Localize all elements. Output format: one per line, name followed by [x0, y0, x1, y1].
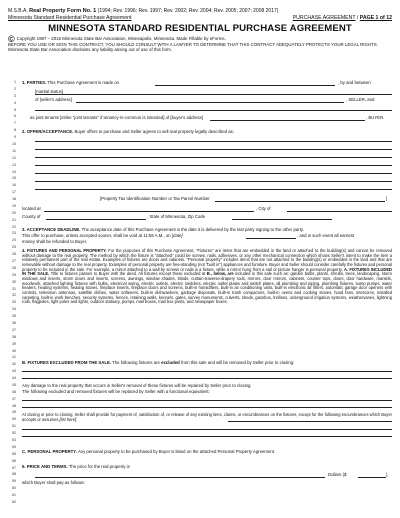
tax-id-label: [Property Tax Identification Number or Tax Parcel Number — [100, 196, 210, 201]
payment-terms-label: which Buyer shall pay as follows: — [22, 480, 85, 485]
line-number: 3 — [14, 93, 16, 98]
legal-description-line-7[interactable] — [35, 189, 392, 190]
city-field[interactable] — [287, 211, 392, 212]
section-3-text-4: money shall be refunded to Buyer. — [22, 239, 88, 244]
joint-tenants-label: as joint tenants [strike "joint tenants" if tenancy-in-common is intended] of [buyer's address] — [30, 115, 203, 120]
line-number: 14 — [12, 169, 16, 174]
line-number: 18 — [12, 197, 16, 202]
line-number: 41 — [12, 355, 16, 360]
page-indicator: PURCHASE AGREEMENT / PAGE 1 of 12 — [292, 15, 392, 21]
section-2-line — [22, 129, 392, 134]
excluded-fixtures-line-2[interactable] — [22, 378, 392, 379]
tax-id-close: ] — [386, 196, 388, 201]
seller-and-text: , SELLER, and — [346, 97, 375, 102]
line-number: 23 — [12, 231, 16, 236]
line-number: 49 — [12, 410, 16, 415]
legal-warning: BEFORE YOU USE OR SIGN THIS CONTRACT, YOU SHOULD CONSULT WITH A LAWYER TO DETERMINE THAT THIS CONTRACT ADEQUATELY PROTECTS YOUR LEGAL RIGHTS. Minnesota State Bar Association disclaims any liability arising out of use of this form. — [8, 42, 378, 52]
section-1-text: This Purchase Agreement is made on — [47, 80, 120, 85]
line-number: 51 — [12, 424, 16, 429]
seller-address-label: of [seller's address] — [35, 97, 72, 102]
section-4c-line — [22, 449, 392, 454]
line-number: 52 — [12, 431, 16, 436]
line-number: 40 — [12, 348, 16, 353]
copyright-block — [8, 36, 396, 52]
line-number: 37 — [12, 327, 16, 332]
deadline-date-hint: [date] — [171, 233, 183, 238]
seller-name-field[interactable] — [35, 94, 392, 95]
section-2-text: Buyer offers to purchase and Seller agrees to sell real property legally described as: — [74, 129, 234, 134]
line-number: 27 — [12, 259, 16, 264]
line-number: 28 — [12, 265, 16, 270]
price-amount-field[interactable] — [358, 477, 386, 478]
line-number: 60 — [12, 486, 16, 491]
section-4-heading: 4. FIXTURES AND PERSONAL PROPERTY. — [22, 248, 107, 253]
buyer-name-field[interactable] — [35, 110, 392, 111]
line-number: 55 — [12, 451, 16, 456]
line-number: 42 — [12, 362, 16, 367]
replaced-text: The following excluded and removed fixtures will be replaced by Seller with a functional equivalent: — [22, 389, 210, 394]
line-number: 44 — [12, 376, 16, 381]
legal-description-line-1[interactable] — [35, 141, 392, 142]
line-number: 32 — [12, 293, 16, 298]
line-number: 4 — [14, 100, 16, 105]
closing-text: At closing or prior to closing, Seller shall provide for payment of, satisfaction of, or release of any existing liens, claims, or encumbrances on the fixtures, except for the following encumbrances which Buyer accepts or assumes — [22, 412, 392, 422]
section-4b-heading: B. FIXTURES EXCLUDED FROM THE SALE. — [22, 360, 112, 365]
list-here-hint: [list here] — [59, 416, 77, 422]
dollars-label: Dollars ($ — [328, 472, 347, 477]
line-number: 12 — [12, 155, 16, 160]
section-4-paragraph: 4. FIXTURES AND PERSONAL PROPERTY. For the purposes of this Purchase Agreement, "Fixtures" are items that are embedded in the land or attached to the building(s) and cannot be removed without damage to the real property. The method by which the fixture is "attached" could be screws, nails, adhesives, or any other mechanical connection which shows Seller's intent to make the item a relatively permanent part of the real estate. Examples of fixtures are doors and cabinets. "Personal property" includes items that are not attached to the building(s) or embedded in the land and that are removable without damage to the real property. Examples of personal property are free-standing (not "built in") appliances and furniture. Buyer and Seller should consider carefully the fixtures and personal property to be included in the sale. For example, a mirror attached to a wall by screws or nails is a fixture, while a mirror hung from a nail or picture hanger is personal property. A. FIXTURES INCLUDED IN THE SALE. Title to fixtures passes to Buyer with the deed. All fixtures except those excluded at B., below, are included in this sale such as: garden bulbs, plants, shrubs, trees, landscaping, storm windows and inserts, storm doors and inserts, screens, awnings, window shades, blinds, curtain-traverse-drapery rods, mirrors, door mirrors, cabinets, counter tops, doors, door hardware, mantels, woodwork, attached lighting fixtures with bulbs, electrical wiring, electric outlets, electric switches, electric outlet plates and switch plates, all plumbing and piping, plumbing fixtures, sump pumps, water heaters, heating systems, heating stoves, fireplace inserts, fireplace doors and screens, built-in humidifiers, built-in air conditioning units, built-in electronic air filters, automatic garage door openers with controls, television antennas, satellite dishes, water softeners, built-in dishwashers, garbage disposals, built-in trash compactors, built-in ovens and cooking stoves, hood fans, intercoms, installed carpeting, built-in work benches, security systems, fences, retaining walls, kennels, gates, survey monuments, culverts, sheds, gazebos, trellises, underground irrigation systems, weathervanes, lightning rods, flagpoles, light poles and lights, outdoor statuary, pumps, mail boxes, mail box posts, and newspaper boxes. — [22, 248, 393, 305]
excluded-fixtures-line-1[interactable] — [22, 371, 392, 372]
line-number: 5 — [14, 107, 16, 112]
line-number: 36 — [12, 320, 16, 325]
line-number: 8 — [14, 128, 16, 133]
line-number: 34 — [12, 307, 16, 312]
county-field[interactable] — [46, 219, 146, 220]
line-number: 35 — [12, 314, 16, 319]
line-number: 29 — [12, 272, 16, 277]
legal-description-line-3[interactable] — [35, 157, 392, 158]
marital-status-label: [marital status] — [35, 89, 63, 94]
line-number: 59 — [12, 479, 16, 484]
page-number: PAGE 1 of 12 — [359, 15, 392, 21]
section-4a-heading: A. FIXTURES INCLUDED IN THE SALE. — [22, 266, 393, 277]
legal-description-line-2[interactable] — [35, 149, 392, 150]
legal-description-line-4[interactable] — [35, 165, 392, 166]
section-4a-body: included in this sale such as: garden bulbs, plants, shrubs, trees, landscaping, storm windows and inserts, storm doors and inserts, screens, awnings, window shades, blinds, curtain-traverse-drapery rods, mirrors, door mirrors, cabinets, counter tops, doors, door hardware, mantels, woodwork, attached lighting fixtures with bulbs, electrical wiring, electric outlets, electric switches, electric outlet plates and switch plates, all plumbing and piping, plumbing fixtures, sump pumps, water heaters, heating systems, heating stoves, fireplace inserts, fireplace doors and screens, built-in humidifiers, built-in air conditioning units, built-in electronic air filters, automatic garage door openers with controls, television antennas, satellite dishes, water softeners, built-in dishwashers, garbage disposals, built-in trash compactors, built-in ovens and cooking stoves, hood fans, intercoms, installed carpeting, built-in work benches, security systems, fences, retaining walls, kennels, gates, survey monuments, culverts, sheds, gazebos, trellises, underground irrigation systems, weathervanes, lightning rods, flagpoles, light poles and lights, outdoor statuary, pumps, mail boxes, mail box posts, and newspaper boxes. — [22, 271, 392, 305]
line-number: 11 — [12, 148, 16, 153]
line-number: 24 — [12, 238, 16, 243]
encumbrances-line-2[interactable] — [22, 436, 392, 437]
line-number: 57 — [12, 465, 16, 470]
agreement-date-field[interactable] — [155, 85, 335, 86]
line-number: 19 — [12, 203, 16, 208]
line-number: 26 — [12, 252, 16, 257]
county-label: County of — [22, 214, 41, 219]
line-number: 13 — [12, 162, 16, 167]
line-number: 10 — [12, 141, 16, 146]
form-header — [8, 8, 278, 14]
section-3-text: The acceptance date of this Purchase Agreement is the date it is delivered by the last party signing to the other party. — [81, 227, 304, 232]
line-number: 15 — [12, 176, 16, 181]
section-4-body: For the purposes of this Purchase Agreement, "Fixtures" are items that are embedded in the land or attached to the building(s) and cannot be removed without damage to the real property. The method by which the fixture is "attached" could be screws, nails, adhesives, or any other mechanical connection which shows Seller's intent to make the item a relatively permanent part of the real estate. Examples of fixtures are doors and cabinets. "Personal property" includes items that are not attached to the building(s) or embedded in the land and that are removable without damage to the real property. Examples of personal property are free-standing (not "built in") appliances and furniture. Buyer and Seller should consider carefully the fixtures and personal property to be included in the sale. For example, a mirror attached to a wall by screws or nails is a fixture, while a mirror hung from a nail or picture hanger is personal property. — [22, 248, 393, 272]
replaced-fixtures-line-2[interactable] — [22, 407, 392, 408]
encumbrances-line-1[interactable] — [22, 429, 392, 430]
line-number: 38 — [12, 334, 16, 339]
form-number: Real Property Form No. 1 — [29, 8, 97, 14]
revision-list: (1994; Rev. 1996; Rev. 1997; Rev. 2002; Rev. 2004; Rev. 2005; 2007; 2008 2017) — [97, 8, 279, 14]
price-words-field[interactable] — [35, 477, 325, 478]
city-label: , City of — [256, 206, 271, 211]
line-number: 58 — [12, 472, 16, 477]
line-number: 16 — [12, 183, 16, 188]
line-number: 45 — [12, 382, 16, 387]
line-number: 53 — [12, 438, 16, 443]
line-number: 21 — [12, 217, 16, 222]
by-between-text: , by and between — [338, 80, 371, 85]
closing-paragraph: At closing or prior to closing, Seller shall provide for payment of, satisfaction of, or release of any existing liens, claims, or encumbrances on the fixtures, except for the following encumbrances which Buyer accepts or assumes [list here]: — [22, 412, 392, 422]
legal-description-line-5[interactable] — [35, 173, 392, 174]
line-number: 62 — [12, 500, 16, 504]
line-number: 30 — [12, 279, 16, 284]
line-number: 1 — [14, 80, 16, 84]
replaced-fixtures-line-1[interactable] — [22, 400, 392, 401]
copyright-text: Copyright 1987 – 2016 Minnesota State Bar Association, Minneapolis, Minnesota. Made Fillable by eForms. — [16, 36, 226, 41]
form-subheader — [8, 15, 392, 21]
seller-address-field[interactable] — [76, 102, 344, 103]
section-5-heading: 5. PRICE AND TERMS. — [22, 464, 68, 469]
section-1-heading: 1. PARTIES. — [22, 80, 47, 85]
line-number: 39 — [12, 341, 16, 346]
section-3-line-2: This offer to purchase, unless accepted sooner, shall be void at 11:59 A.M., on [date] — [22, 233, 183, 238]
line-number: 25 — [12, 245, 16, 250]
damage-text: Any damage to the real property that occurs in Seller's removal of these fixtures will be repaired by Seller prior to closing. — [22, 383, 252, 388]
state-zip-label: , State of Minnesota, Zip Code — [147, 214, 206, 219]
line-number: 7 — [14, 121, 16, 126]
line-number: 54 — [12, 444, 16, 449]
buyer-address-field[interactable] — [210, 120, 365, 121]
section-4b-line: B. FIXTURES EXCLUDED FROM THE SALE. The following fixtures are excluded from this sale and will be removed by Seller prior to closing: — [22, 360, 295, 365]
line-number: 50 — [12, 417, 16, 422]
located-at-label: located at — [22, 206, 41, 211]
section-4c-body: Any personal property to be purchased by Buyer is listed on the attached Personal Property Agreement. — [77, 449, 276, 454]
document-title: MINNESOTA STANDARD RESIDENTIAL PURCHASE AGREEMENT — [48, 23, 352, 34]
property-address-field[interactable] — [44, 211, 254, 212]
section-3-line — [22, 227, 392, 232]
form-subtitle: Minnesota Standard Residential Purchase Agreement — [8, 15, 132, 21]
line-number: 22 — [12, 224, 16, 229]
zip-code-field[interactable] — [232, 219, 332, 220]
dollars-close: ), — [386, 472, 389, 477]
zip-period: . — [333, 214, 335, 219]
section-2-heading: 2. OFFER/ACCEPTANCE. — [22, 129, 74, 134]
line-number: 33 — [12, 300, 16, 305]
section-3-text-3: , and in such event all earnest — [297, 233, 355, 238]
line-number: 2 — [14, 86, 16, 91]
line-number: 61 — [12, 493, 16, 498]
section-5-text: The price for the real property is — [68, 464, 130, 469]
line-number: 17 — [12, 190, 16, 195]
line-number: 9 — [14, 135, 16, 140]
line-number: 20 — [12, 210, 16, 215]
copyright-symbol-icon: © — [8, 34, 15, 44]
line-number: 56 — [12, 458, 16, 463]
line-number: 6 — [14, 114, 16, 119]
tax-id-field[interactable] — [215, 201, 385, 202]
buyer-text: , BUYER. — [366, 115, 385, 120]
legal-description-line-6[interactable] — [35, 181, 392, 182]
section-5-line — [22, 464, 392, 469]
line-number: 31 — [12, 286, 16, 291]
line-number: 48 — [12, 403, 16, 408]
line-number: 46 — [12, 389, 16, 394]
section-3-heading: 3. ACCEPTANCE DEADLINE. — [22, 227, 81, 232]
line-number: 47 — [12, 396, 16, 401]
line-number: 43 — [12, 369, 16, 374]
encumbrances-field[interactable] — [228, 421, 392, 422]
org-abbrev: M.S.B.A. — [8, 8, 28, 14]
section-4c-heading: C. PERSONAL PROPERTY. — [22, 449, 77, 454]
